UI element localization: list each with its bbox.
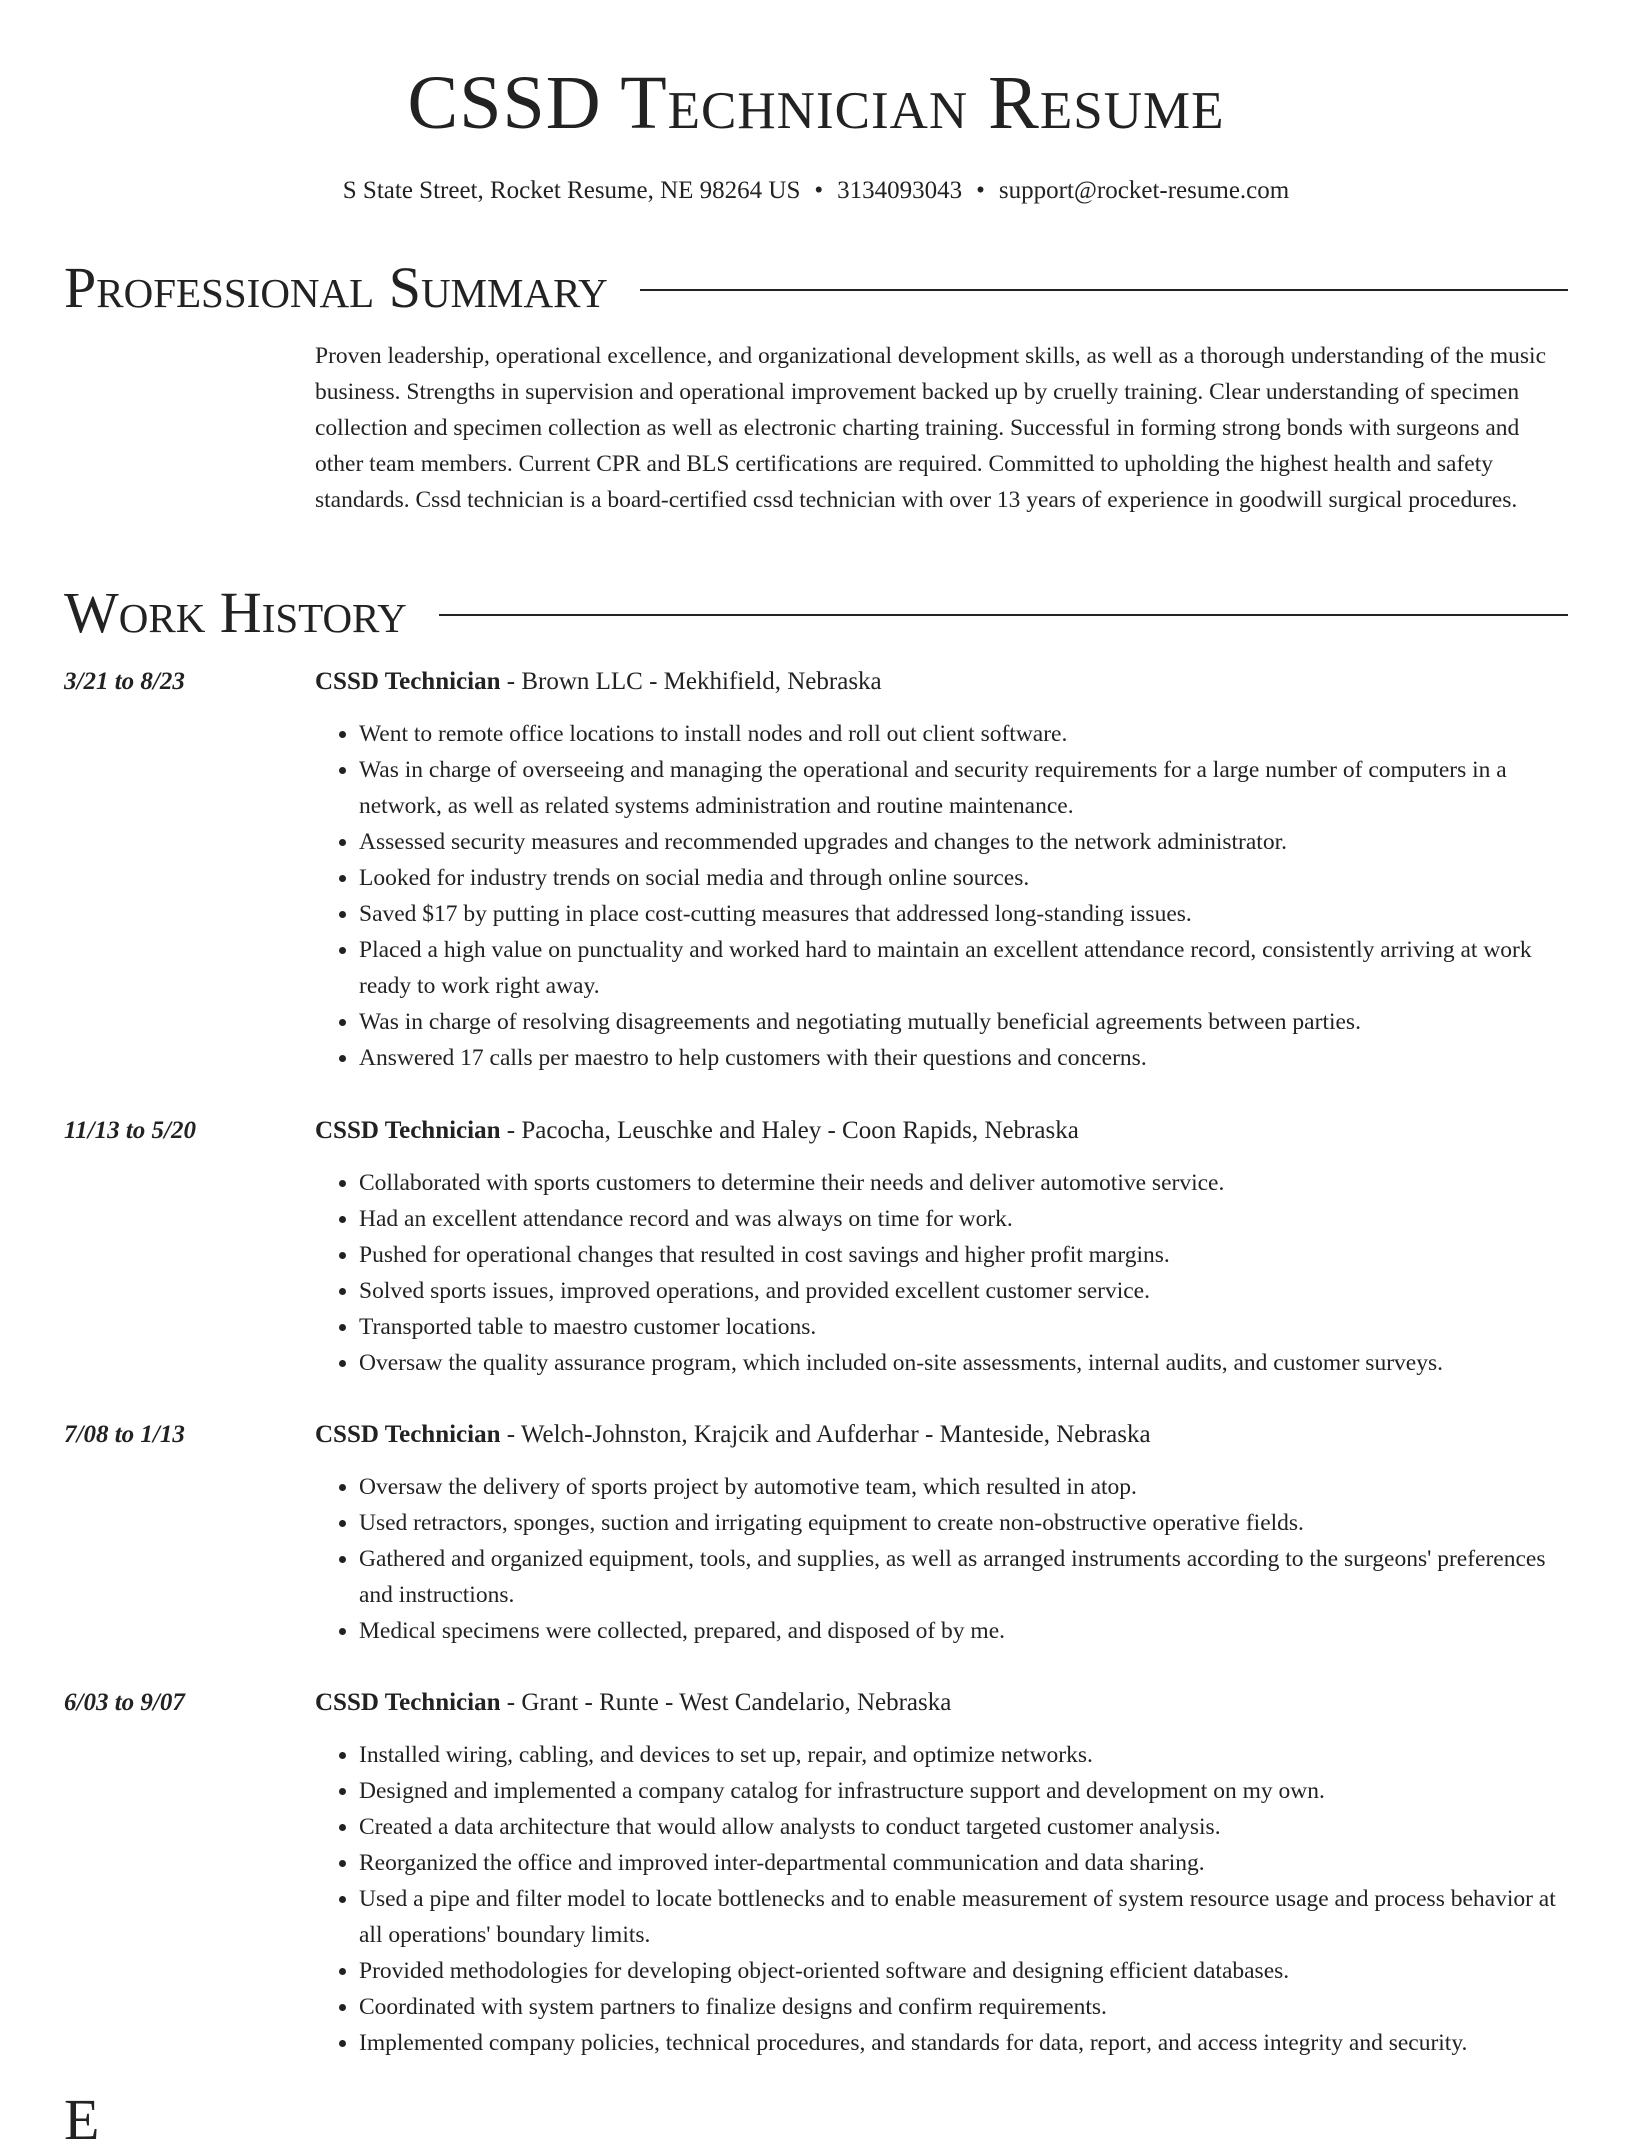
work-history-section-header	[64, 581, 1568, 645]
job-bullet: • Solved sports issues, improved operations, and provided excellent customer service.	[359, 1273, 1568, 1309]
summary-heading: Professional Summary	[64, 255, 608, 320]
job-bullet: • Collaborated with sports customers to determine their needs and deliver automotive service.	[359, 1165, 1568, 1201]
job-dates: 3/21 to 8/23	[64, 668, 185, 695]
contact-phone: 3134093043	[837, 177, 963, 204]
job-bullet: • Reorganized the office and improved inter-departmental communication and data sharing.	[359, 1845, 1568, 1881]
job-bullet: • Saved $17 by putting in place cost-cutting measures that addressed long-standing issues.	[359, 896, 1568, 932]
job-bullet: • Installed wiring, cabling, and devices to set up, repair, and optimize networks.	[359, 1737, 1568, 1773]
job-role: CSSD Technician	[315, 1689, 501, 1716]
job-heading	[315, 1113, 1079, 1149]
contact-email: support@rocket-resume.com	[998, 177, 1290, 204]
job-bullet: • Looked for industry trends on social media and through online sources.	[359, 860, 1568, 896]
job-bullet: • Pushed for operational changes that resulted in cost savings and higher profit margins.	[359, 1237, 1568, 1273]
job-dates: 11/13 to 5/20	[64, 1117, 196, 1144]
section-divider	[640, 289, 1568, 291]
job-bullet: • Used retractors, sponges, suction and irrigating equipment to create non-obstructive operative fields.	[359, 1505, 1568, 1541]
summary-text: Proven leadership, operational excellence, and organizational development skills, as well as a thorough understanding of the music business. Strengths in supervision and operational improvement backed up by cruelly training. Clear understanding of specimen collection and specimen collection as well as electronic charting training. Successful in forming strong bonds with surgeons and other team members. Current CPR and BLS certifications are required. Committed to upholding the highest health and safety standards. Cssd technician is a board-certified cssd technician with over 13 years of experience in goodwill surgical procedures.	[315, 343, 1546, 513]
contact-line	[0, 174, 1632, 208]
job-bullet: • Was in charge of overseeing and managing the operational and security requirements for a large number of computers in a network, as well as related systems administration and routine maintenance.	[359, 752, 1568, 824]
job-bullet: • Implemented company policies, technical procedures, and standards for data, report, and access integrity and security.	[359, 2025, 1568, 2061]
job-bullet: • Placed a high value on punctuality and worked hard to maintain an excellent attendance record, consistently arriving at work ready to work right away.	[359, 932, 1568, 1004]
job-role: CSSD Technician	[315, 1117, 501, 1144]
job-bullet: • Gathered and organized equipment, tools, and supplies, as well as arranged instruments according to the surgeons' preferences and instructions.	[359, 1541, 1568, 1613]
job-bullet: • Designed and implemented a company catalog for infrastructure support and development on my own.	[359, 1773, 1568, 1809]
section-divider	[439, 614, 1568, 616]
job-bullet: • Oversaw the delivery of sports project by automotive team, which resulted in atop.	[359, 1469, 1568, 1505]
job-dates: 7/08 to 1/13	[64, 1421, 185, 1448]
contact-separator: •	[976, 177, 985, 204]
job-heading	[315, 1685, 951, 1721]
job-bullet: • Went to remote office locations to install nodes and roll out client software.	[359, 716, 1568, 752]
job-heading	[315, 664, 882, 700]
job-role: CSSD Technician	[315, 668, 501, 695]
job-bullet: • Created a data architecture that would allow analysts to conduct targeted customer analysis.	[359, 1809, 1568, 1845]
job-employer-location: - Welch-Johnston, Krajcik and Aufderhar - Manteside, Nebraska	[500, 1421, 1151, 1448]
job-bullet: • Provided methodologies for developing object-oriented software and designing efficient databases.	[359, 1953, 1568, 1989]
job-bullet: • Coordinated with system partners to finalize designs and confirm requirements.	[359, 1989, 1568, 2025]
job-employer-location: - Grant - Runte - West Candelario, Nebraska	[500, 1689, 952, 1716]
next-section-heading: E	[64, 2087, 100, 2152]
job-bullet: • Answered 17 calls per maestro to help customers with their questions and concerns.	[359, 1040, 1568, 1076]
job-bullet: • Was in charge of resolving disagreements and negotiating mutually beneficial agreements between parties.	[359, 1004, 1568, 1040]
job-bullet: • Transported table to maestro customer locations.	[359, 1309, 1568, 1345]
job-heading	[315, 1417, 1151, 1453]
contact-separator: •	[814, 177, 824, 204]
job-bullets	[315, 716, 1568, 1076]
job-employer-location: - Brown LLC - Mekhifield, Nebraska	[500, 668, 882, 695]
job-bullets	[315, 1165, 1568, 1381]
work-history-heading: Work History	[64, 580, 407, 645]
job-bullet: • Oversaw the quality assurance program, which included on-site assessments, internal audits, and customer surveys.	[359, 1345, 1568, 1381]
job-bullet: • Medical specimens were collected, prepared, and disposed of by me.	[359, 1613, 1568, 1649]
job-bullets	[315, 1469, 1568, 1649]
resume-title: CSSD Technician Resume	[407, 61, 1225, 145]
job-role: CSSD Technician	[315, 1421, 501, 1448]
contact-address: S State Street, Rocket Resume, NE 98264 US	[342, 177, 801, 204]
job-dates: 6/03 to 9/07	[64, 1689, 185, 1716]
summary-section-header	[64, 256, 1568, 320]
job-employer-location: - Pacocha, Leuschke and Haley - Coon Rapids, Nebraska	[500, 1117, 1079, 1144]
job-bullet: • Assessed security measures and recommended upgrades and changes to the network administrator.	[359, 824, 1568, 860]
job-bullet: • Had an excellent attendance record and was always on time for work.	[359, 1201, 1568, 1237]
job-bullet: • Used a pipe and filter model to locate bottlenecks and to enable measurement of system resource usage and process behavior at all operations' boundary limits.	[359, 1881, 1568, 1953]
job-bullets	[315, 1737, 1568, 2061]
